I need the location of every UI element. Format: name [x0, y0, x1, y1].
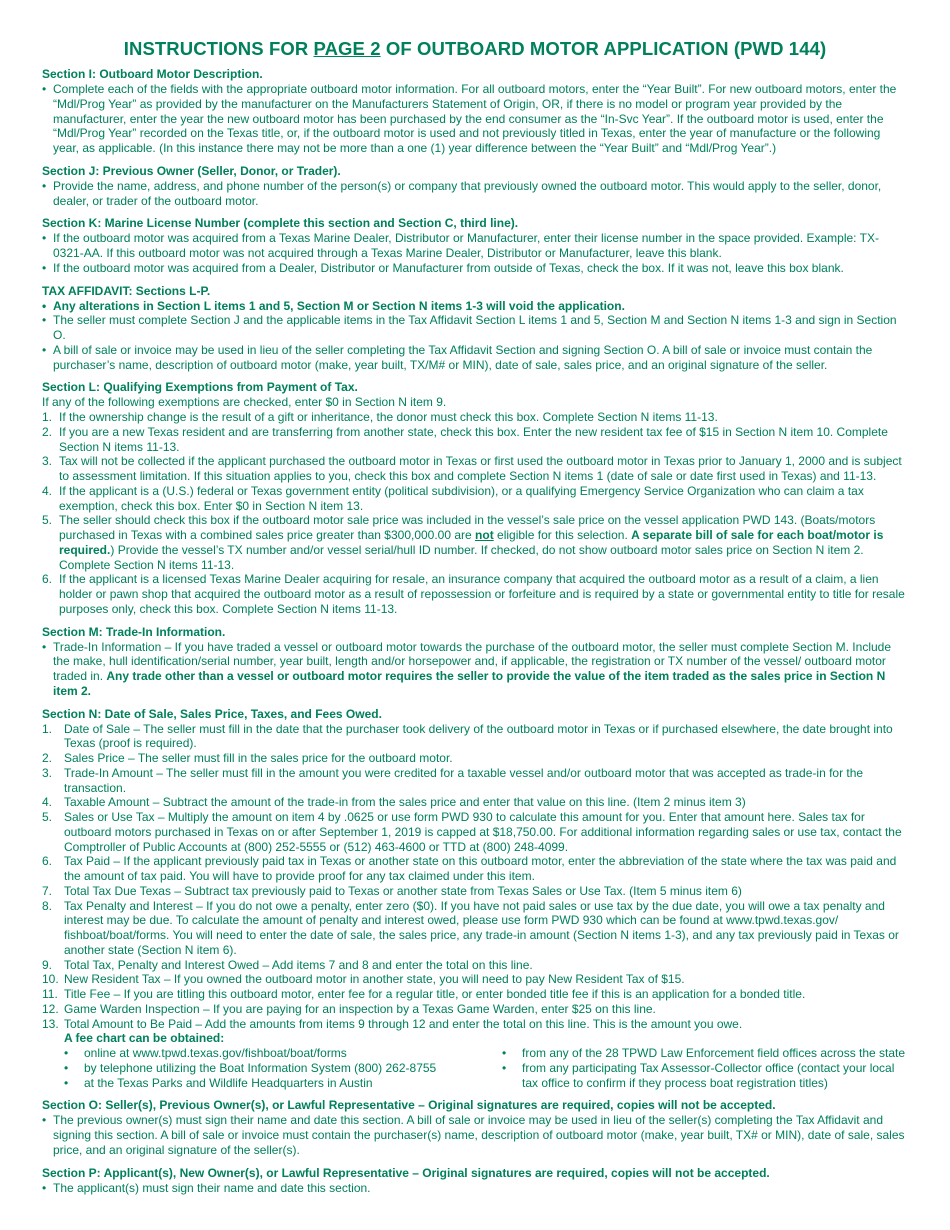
item-text: Taxable Amount – Subtract the amount of the trade-in from the sales price and enter that value on this line. (Item 2 minus item 3) [64, 795, 746, 810]
section-l-item [42, 513, 908, 572]
section-n-item [42, 766, 908, 796]
item-text: If you are a new Texas resident and are transferring from another state, check this box. Enter the new resident tax fee of $15 in Section N item 10. Complete Section N items 11-13. [59, 424, 888, 454]
item-text: eligible for this selection. [493, 528, 632, 542]
section-p-heading: Section P: Applicant(s), New Owner(s), or Lawful Representative – Original signatures are required, copies will not be accepted. [42, 1165, 770, 1180]
section-m-bold: Any trade other than a vessel or outboard motor requires the seller to provide the value of the item traded as the sales price in Section N item 2. [53, 669, 886, 698]
title-suffix: OF OUTBOARD MOTOR APPLICATION (PWD 144) [380, 38, 827, 59]
item-text: New Resident Tax – If you owned the outboard motor in another state, you will need to pay New Resident Tax of $15. [64, 972, 685, 987]
section-n-heading: Section N: Date of Sale, Sales Price, Taxes, and Fees Owed. [42, 706, 382, 721]
tax-affidavit-warning: • Any alterations in Section L items 1 and 5, Section M or Section N items 1-3 will void the application. [42, 299, 908, 314]
tax-affidavit [42, 284, 908, 373]
item-number: 3. [42, 454, 53, 469]
section-n-item [42, 722, 908, 752]
section-i-heading: Section I: Outboard Motor Description. [42, 67, 263, 81]
section-i-bullet: • Complete each of the fields with the appropriate outboard motor information. For all outboard motors, enter the “Year Built”. For new outboard motors, enter the “Mdl/Prog Year” as provided by the manufacturer on the Manufacturers Statement of Origin, OR, if there is no model or program year provided by the manufacturer, enter the year the new outboard motor has been purchased by the end consumer as the “In-Svc Year”. If the outboard motor is used, enter the “Mdl/Prog Year” recorded on the Texas title, or, if the outboard motor is used and not previously titled in Texas, enter the year of manufacture or the following year, as applicable. (In this instance there may not be more than a one (1) year difference between the “Year Built” and “Mdl/Prog Year”.) [42, 82, 908, 156]
item-text: The seller should check this box if the outboard motor sale price was included in the vessel’s sale price on the vessel application PWD 143. (Boats/motors purchased in Texas with a combined sales price greater than $300,000.00 are [59, 513, 876, 542]
section-n-item [42, 972, 908, 987]
section-m [42, 625, 908, 699]
section-n-item [42, 899, 908, 958]
item-number: 2. [42, 751, 53, 765]
item-text: Trade-In Amount – The seller must fill in the amount you were credited for a taxable vessel and/or outboard motor that was accepted as trade-in for the transaction. [64, 765, 864, 795]
section-l-item [42, 425, 908, 455]
item-text: Date of Sale – The seller must fill in the date that the purchaser took delivery of the outboard motor in Texas or if purchased elsewhere, the date brought into Texas (proof is required). [64, 721, 893, 751]
item-number: 11. [42, 987, 58, 1001]
section-j-heading: Section J: Previous Owner (Seller, Donor, or Trader). [42, 163, 341, 178]
item-text: Title Fee – If you are titling this outboard motor, enter fee for a regular title, or enter bonded title fee if this is an application for a bonded title. [64, 987, 806, 1001]
section-k [42, 216, 908, 275]
item-text: If the ownership change is the result of a gift or inheritance, the donor must check this box. Complete Section N items 11-13. [59, 410, 718, 424]
fee-chart-sources [42, 1046, 908, 1090]
item-text: Game Warden Inspection – If you are paying for an inspection by a Texas Game Warden, enter $25 on this line. [64, 1001, 656, 1016]
section-n [42, 707, 908, 1091]
fee-source: • at the Texas Parks and Wildlife Headquarters in Austin [64, 1076, 502, 1091]
section-k-bullet: • If the outboard motor was acquired from a Texas Marine Dealer, Distributor or Manufacturer, enter their license number in the space provided. Example: TX-0321-AA. If this outboard motor was not acquired through a Texas Marine Dealer, Distributor or Manufacturer, leave this blank. [42, 231, 908, 261]
fee-source: • online at www.tpwd.texas.gov/fishboat/boat/forms [64, 1046, 502, 1061]
item-number: 13. [42, 1016, 59, 1031]
item-number: 2. [42, 424, 53, 439]
item-number: 6. [42, 854, 53, 869]
item-number: 1. [42, 410, 53, 424]
section-l-item [42, 454, 908, 484]
item-number: 5. [42, 810, 53, 824]
section-j [42, 164, 908, 209]
section-n-item [42, 810, 908, 854]
item-text: Total Amount to Be Paid – Add the amounts from items 9 through 12 and enter the total on this line. This is the amount you owe. [64, 1016, 743, 1031]
section-n-item [42, 854, 908, 884]
item-text: Total Tax, Penalty and Interest Owed – Add items 7 and 8 and enter the total on this line. [64, 957, 533, 972]
section-p [42, 1166, 908, 1196]
item-text: ) Provide the vessel’s TX number and/or vessel serial/hull ID number. If checked, do not show outboard motor sales price on Section N item 2. Complete Section N items 11-13. [59, 542, 864, 572]
item-text: Sales or Use Tax – Multiply the amount on item 4 by .0625 or use form PWD 930 to calculate this amount for you. Enter that amount here. Sales tax for outboard motors purchased in Texas on or after September 1, 2019 is capped at $18,750.00. For additional information regarding sales or use tax, contact the Comptroller of Public Accounts at (800) 252-5555 or (512) 463-4600 or TTD at (800) 248-4099. [64, 810, 902, 854]
fee-chart-title: A fee chart can be obtained: [64, 1031, 225, 1046]
section-l-item [42, 410, 908, 425]
item-text: Tax will not be collected if the applicant purchased the outboard motor in Texas or first used the outboard motor in Texas prior to January 1, 2000 and is subject to assessment limitation. If this situation applies to you, check this box and complete Section N items 1 (date of sale or date first used in Texas) and 11-13. [59, 454, 902, 483]
title-underlined: PAGE 2 [313, 38, 381, 59]
item-text: If the applicant is a licensed Texas Marine Dealer acquiring for resale, an insurance company that acquired the outboard motor as a result of a claim, a lien holder or pawn shop that acquired the outboard motor as a result of repossession or forfeiture and is required by a state or governmental entity to title for resale purposes only, check this box. Complete Section N items 11-13. [59, 572, 905, 616]
item-text: Sales Price – The seller must fill in the sales price for the outboard motor. [64, 751, 453, 765]
section-i [42, 67, 908, 156]
section-j-bullet: • Provide the name, address, and phone number of the person(s) or company that previously owned the outboard motor. This would apply to the seller, donor, dealer, or trader of the outboard motor. [42, 179, 908, 209]
item-text: Tax Paid – If the applicant previously paid tax in Texas or another state on this outboard motor, enter the abbreviation of the state where the tax was paid and the amount of tax paid. You will have to provide proof for any tax claimed under this item. [64, 854, 897, 883]
section-n-item [42, 987, 908, 1002]
section-o [42, 1098, 908, 1157]
section-o-bullet: • The previous owner(s) must sign their name and date this section. A bill of sale or invoice may be used in lieu of the seller(s) completing the Tax Affidavit and signing this section. A bill of sale or invoice must contain the purchaser(s) name, description of outboard motor (make, year built, TX# or MIN), date of sale, sales price, and an original signature of the seller(s). [42, 1113, 908, 1157]
fee-source: • from any participating Tax Assessor-Collector office (contact your local tax office to confirm if they process boat registration titles) [502, 1061, 908, 1091]
section-l-intro: If any of the following exemptions are checked, enter $0 in Section N item 9. [42, 395, 447, 410]
item-number: 5. [42, 513, 53, 528]
fee-sources-right [502, 1046, 908, 1090]
section-k-bullet: • If the outboard motor was acquired from a Dealer, Distributor or Manufacturer from outside of Texas, check the box. If it was not, leave this box blank. [42, 261, 908, 276]
tax-affidavit-heading: TAX AFFIDAVIT: Sections L-P. [42, 283, 211, 298]
page-title [42, 0, 908, 61]
item-number: 7. [42, 883, 53, 898]
section-n-item [42, 1002, 908, 1017]
item-text: Tax Penalty and Interest – If you do not owe a penalty, enter zero ($0). If you have not paid sales or use tax by the due date, you will owe a tax penalty and interest may be due. To calculate the amount of penalty and interest owed, please use form PWD 930 which can be found at www.tpwd.texas.gov/ fishboat/boat/forms. You will need to enter the date of sale, the sales price, any trade-in amount (Section N items 1-3), and any tax previously paid in Texas or another state (Section N item 6). [64, 898, 899, 957]
section-l-heading: Section L: Qualifying Exemptions from Payment of Tax. [42, 380, 358, 395]
item-number: 6. [42, 572, 53, 587]
item-number: 4. [42, 483, 53, 498]
section-n-item [42, 751, 908, 766]
section-n-item [42, 958, 908, 973]
item-number: 3. [42, 765, 53, 780]
section-p-bullet: • The applicant(s) must sign their name and date this section. [42, 1181, 908, 1196]
item-text-bold: A separate bill of sale for each boat/motor is required. [59, 528, 884, 557]
section-o-heading: Section O: Seller(s), Previous Owner(s), or Lawful Representative – Original signatures are required, copies will not be accepted. [42, 1098, 776, 1113]
fee-source: • from any of the 28 TPWD Law Enforcement field offices across the state [502, 1046, 908, 1061]
fee-source: • by telephone utilizing the Boat Information System (800) 262-8755 [64, 1061, 502, 1076]
item-text: Total Tax Due Texas – Subtract tax previously paid to Texas or another state from Texas Sales or Use Tax. (Item 5 minus item 6) [64, 883, 742, 898]
tax-affidavit-bullet: • A bill of sale or invoice may be used in lieu of the seller completing the Tax Affidavit Section and signing Section O. A bill of sale or invoice must contain the purchaser’s name, description of outboard motor (make, year built, TX/M# or MIN), date of sale, sales price, and an original signature of the seller. [42, 343, 908, 373]
tax-affidavit-bullet: • The seller must complete Section J and the applicable items in the Tax Affidavit Section L items 1 and 5, Section M and Section N items 1-3 and sign in Section O. [42, 313, 908, 343]
section-l-item [42, 484, 908, 514]
section-n-item [42, 884, 908, 899]
section-l-item [42, 572, 908, 616]
item-number: 9. [42, 957, 53, 972]
item-text: If the applicant is a (U.S.) federal or Texas government entity (political subdivision), or a qualifying Emergency Service Organization who can claim a tax exemption, check this box. Enter $0 in Section N item 13. [59, 483, 864, 513]
section-n-item [42, 795, 908, 810]
fee-sources-left [64, 1046, 502, 1090]
item-number: 10. [42, 972, 59, 987]
section-m-bullet [42, 640, 908, 699]
title-prefix: INSTRUCTIONS FOR [123, 38, 314, 59]
section-k-heading: Section K: Marine License Number (complete this section and Section C, third line). [42, 216, 519, 231]
section-m-heading: Section M: Trade-In Information. [42, 624, 226, 639]
item-number: 4. [42, 795, 53, 810]
item-number: 8. [42, 898, 53, 913]
item-number: 12. [42, 1001, 59, 1016]
section-l [42, 380, 908, 616]
section-n-item [42, 1017, 908, 1032]
item-number: 1. [42, 721, 53, 736]
section-m-text: Trade-In Information – If you have traded a vessel or outboard motor towards the purchase of the outboard motor, the seller must complete Section M. Include the make, hull identification/serial number, year built, length and/or horsepower and, if applicable, the registration or TX number of the vessel/ outboard motor traded in. [53, 639, 892, 683]
item-text-not: not [475, 528, 494, 542]
